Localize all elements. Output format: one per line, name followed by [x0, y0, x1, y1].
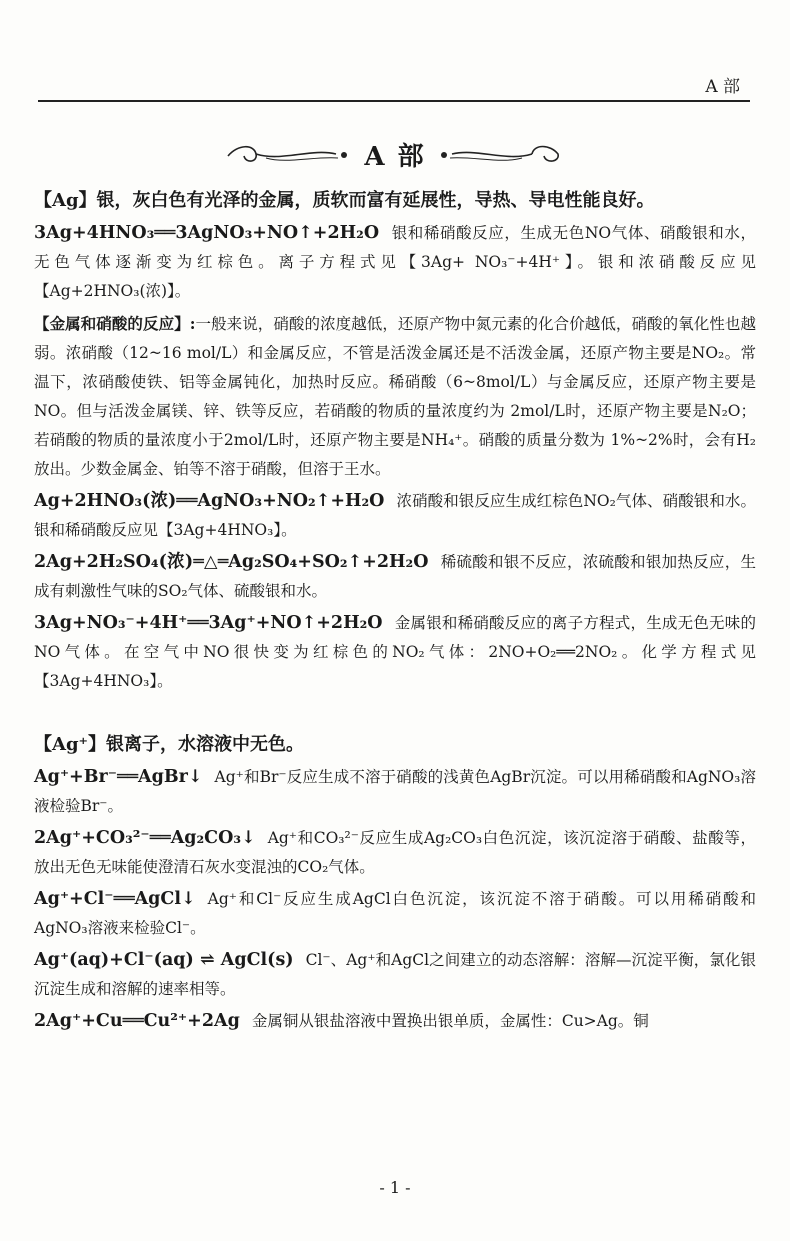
description: Ag⁺和CO₃²⁻反应生成Ag₂CO₃白色沉淀，该沉淀溶于硝酸、盐酸等，放出无色无味能使澄清石灰水变混浊的CO₂气体。 [34, 829, 756, 876]
equation: 2Ag+2H₂SO₄(浓)═△═Ag₂SO₄+SO₂↑+2H₂O [34, 552, 429, 572]
running-header [38, 72, 750, 102]
page-number: - 1 - [379, 1178, 411, 1197]
right-flourish-ornament [432, 142, 562, 166]
entry-ag-cu-displacement [34, 1007, 756, 1036]
entry-ag-conc-nitric [34, 487, 756, 545]
keyword: 【金属和硝酸的反应】: [34, 314, 196, 333]
equation: Ag⁺(aq)+Cl⁻(aq) ⇌ AgCl(s) [34, 950, 294, 970]
entry-ag-conc-sulfuric [34, 548, 756, 606]
entry-list [34, 186, 756, 1039]
description: 金属银和稀硝酸反应的离子方程式，生成无色无味的NO气体。在空气中NO很快变为红棕色的NO₂气体：2NO+O₂══2NO₂。化学方程式见【3Ag+4HNO₃】。 [34, 614, 756, 690]
entry-ag-ion: 【Ag⁺】银离子，水溶液中无色。 [34, 734, 305, 755]
equation: Ag+2HNO₃(浓)══AgNO₃+NO₂↑+H₂O [34, 491, 385, 511]
description: 金属铜从银盐溶液中置换出银单质，金属性：Cu>Ag。铜 [251, 1012, 649, 1030]
description: Ag⁺和Br⁻反应生成不溶于硝酸的浅黄色AgBr沉淀。可以用稀硝酸和AgNO₃溶液检验Br⁻。 [34, 768, 756, 815]
entry-ag-ionic-nitric [34, 609, 756, 696]
equation: 2Ag⁺+Cu══Cu²⁺+2Ag [34, 1011, 240, 1031]
entry-agcl [34, 885, 756, 943]
equation: 2Ag⁺+CO₃²⁻══Ag₂CO₃↓ [34, 828, 256, 848]
description: 银和稀硝酸反应，生成无色NO气体、硝酸银和水，无色气体逐渐变为红棕色。离子方程式见【3Ag+ NO₃⁻+4H⁺】。银和浓硝酸反应见【Ag+2HNO₃(浓)】。 [34, 224, 756, 300]
description: 浓硝酸和银反应生成红棕色NO₂气体、硝酸银和水。银和稀硝酸反应见【3Ag+4HNO₃】。 [34, 492, 756, 539]
description: 稀硫酸和银不反应，浓硫酸和银加热反应，生成有刺激性气味的SO₂气体、硫酸银和水。 [34, 553, 756, 600]
entry-ag-dilute-nitric [34, 219, 756, 306]
entry-ag: 【Ag】银，灰白色有光泽的金属，质软而富有延展性，导热、导电性能良好。 [34, 190, 655, 211]
entry-agcl-equilibrium [34, 946, 756, 1004]
description: 一般来说，硝酸的浓度越低，还原产物中氮元素的化合价越低，硝酸的氧化性也越弱。浓硝酸（12~16 mol/L）和金属反应，不管是活泼金属还是不活泼金属，还原产物主要是NO₂。常温下，浓硝酸使铁、铝等金属钝化，加热时反应。稀硝酸（6~8mol/L）与金属反应，还原产物主要是NO。但与活泼金属镁、锌、铁等反应，若硝酸的物质的量浓度约为 2mol/L时，还原产物主要是N₂O；若硝酸的物质的量浓度小于2mol/L时，还原产物主要是NH₄⁺。硝酸的质量分数为 1%~2%时，会有H₂放出。少数金属金、铂等不溶于硝酸，但溶于王水。 [34, 315, 756, 478]
equation: 3Ag+4HNO₃══3AgNO₃+NO↑+2H₂O [34, 223, 380, 243]
entry-agbr [34, 763, 756, 821]
equation: Ag⁺+Br⁻══AgBr↓ [34, 767, 203, 787]
section-title: A 部 [364, 142, 426, 172]
header-title: A 部 [705, 77, 740, 97]
entry-ag2co3 [34, 824, 756, 882]
entry-metal-nitric-reaction [34, 309, 756, 484]
equation: 3Ag+NO₃⁻+4H⁺══3Ag⁺+NO↑+2H₂O [34, 613, 383, 633]
left-flourish-ornament [226, 142, 356, 166]
section-title-block [0, 136, 790, 173]
description: Ag⁺和Cl⁻反应生成AgCl白色沉淀，该沉淀不溶于硝酸。可以用稀硝酸和AgNO₃溶液来检验Cl⁻。 [34, 890, 756, 937]
equation: Ag⁺+Cl⁻══AgCl↓ [34, 889, 196, 909]
description: Cl⁻、Ag⁺和AgCl之间建立的动态溶解：溶解—沉淀平衡，氯化银沉淀生成和溶解的速率相等。 [34, 951, 757, 998]
